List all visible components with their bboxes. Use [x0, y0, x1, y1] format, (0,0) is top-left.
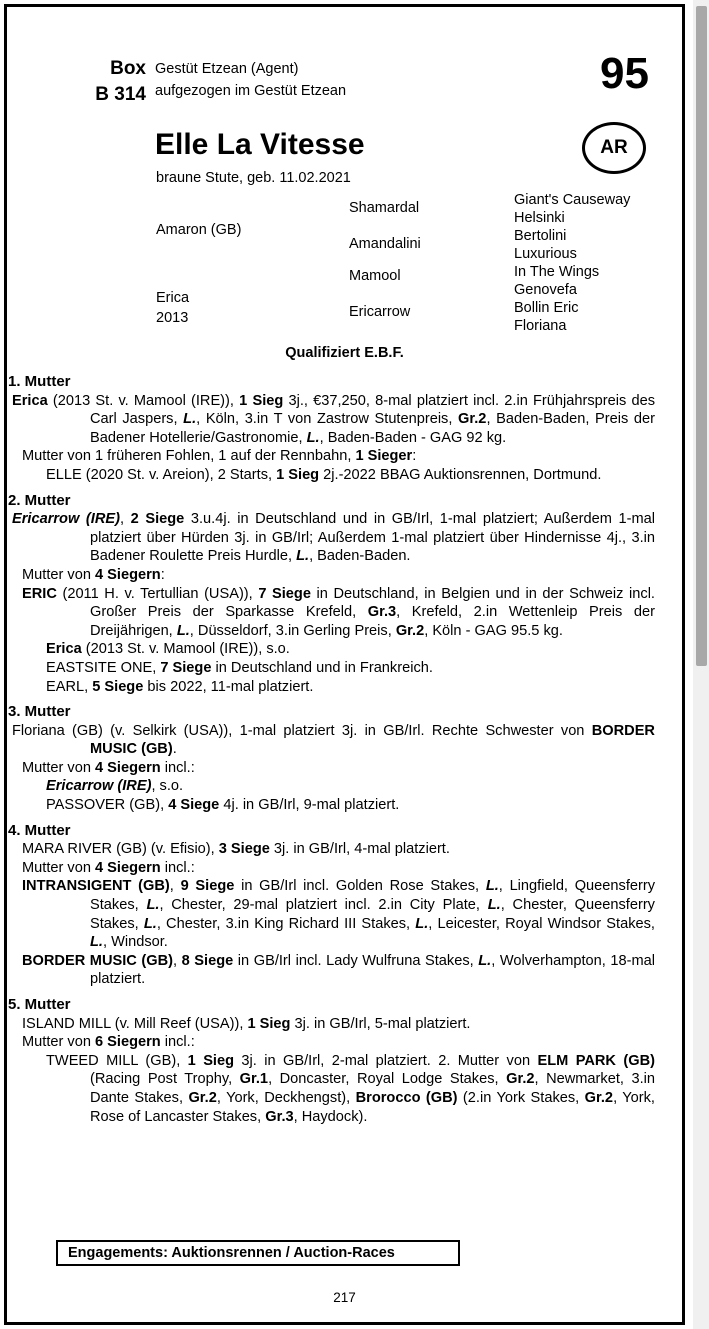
vertical-scrollbar[interactable] — [693, 0, 709, 1329]
pedigree-dam-sire: Mamool — [349, 268, 401, 284]
section-heading-1: 1. Mutter — [8, 373, 71, 390]
section-2-progeny-4: EARL, 5 Siege bis 2022, 11-mal platziert. — [46, 678, 314, 695]
pedigree-gen3-6: Genovefa — [514, 282, 577, 298]
pedigree-sire: Amaron (GB) — [156, 222, 242, 238]
pedigree-gen3-2: Helsinki — [514, 210, 565, 226]
owner-line-1: Gestüt Etzean (Agent) — [155, 61, 299, 77]
section-4-dam-line: MARA RIVER (GB) (v. Efisio), 3 Siege 3j. in GB/Irl, 4-mal platziert. — [22, 841, 450, 858]
dam-name-2: Ericarrow (IRE) — [12, 511, 120, 528]
scrollbar-thumb[interactable] — [696, 6, 707, 666]
engagements-box: Engagements: Auktionsrennen / Auction-Races — [56, 1240, 460, 1266]
pedigree-gen3-3: Bertolini — [514, 228, 567, 244]
catalogue-number: 95 — [600, 49, 649, 98]
section-heading-2: 2. Mutter — [8, 491, 71, 509]
section-4-progeny-intro: Mutter von 4 Siegern incl.: — [22, 859, 195, 876]
section-4-progeny-2: BORDER MUSIC (GB), 8 Siege in GB/Irl incl. Lady Wulfruna Stakes, L., Wolverhampton, 18-mal platziert. — [22, 952, 655, 988]
section-2-progeny-1: ERIC (2011 H. v. Tertullian (USA)), 7 Siege in Deutschland, in Belgien und in der Schweiz incl. Großer Preis der Sparkasse Krefeld, Gr.3, Krefeld, 2.in Wettenleip Preis der Dreijährigen, L., Düsseldorf, 3.in Gerling Preis, Gr.2, Köln - GAG 95.5 kg. — [22, 585, 655, 639]
page-number: 217 — [333, 1290, 356, 1305]
section-heading-4: 4. Mutter — [8, 821, 71, 839]
section-1-dam-line: Erica (2013 St. v. Mamool (IRE)), 1 Sieg 3j., €37,250, 8-mal platziert incl. 2.in Frühjahrspreis des Carl Jaspers, L., Köln, 3.in T von Zastrow Stutenpreis, Gr.2, Baden-Baden, Preis der Badener Hotellerie/Gastronomie, L., Baden-Baden - GAG 92 kg. — [12, 392, 656, 446]
pedigree-gen3-5: In The Wings — [514, 264, 600, 280]
section-3-dam-line: Floriana (GB) (v. Selkirk (USA)), 1-mal platziert 3j. in GB/Irl. Rechte Schwester von BORDER MUSIC (GB). — [12, 722, 655, 758]
pedigree-gen3-7: Bollin Eric — [514, 300, 579, 316]
horse-description: braune Stute, geb. 11.02.2021 — [156, 170, 351, 186]
section-3-progeny-2: PASSOVER (GB), 4 Siege 4j. in GB/Irl, 9-mal platziert. — [46, 797, 400, 814]
header — [4, 4, 685, 122]
pedigree-narrative — [4, 366, 685, 1126]
pedigree-sire-dam: Amandalini — [349, 236, 421, 252]
page-content — [4, 4, 685, 1325]
dam-name-1: Erica — [12, 392, 48, 409]
section-3-progeny-intro: Mutter von 4 Siegern incl.: — [22, 759, 195, 776]
pedigree-table — [4, 190, 685, 340]
box-label: Box — [110, 58, 146, 79]
section-1-progeny-1: ELLE (2020 St. v. Areion), 2 Starts, 1 Sieg 2j.-2022 BBAG Auktionsrennen, Dortmund. — [46, 466, 602, 483]
section-5-dam-line: ISLAND MILL (v. Mill Reef (USA)), 1 Sieg 3j. in GB/Irl, 5-mal platziert. — [22, 1015, 471, 1032]
section-4-progeny-1: INTRANSIGENT (GB), 9 Siege in GB/Irl incl. Golden Rose Stakes, L., Lingfield, Queensferry Stakes, L., Chester, 29-mal platziert incl. 2.in City Plate, L., Chester, Queensferry Stakes, L., Chester, 3.in King Richard III Stakes, L., Leicester, Royal Windsor Stakes, L., Windsor. — [22, 878, 656, 951]
section-5-progeny-intro: Mutter von 6 Siegern incl.: — [22, 1034, 195, 1051]
pedigree-dam: Erica — [156, 290, 190, 306]
section-heading-3: 3. Mutter — [8, 703, 71, 721]
section-2-dam-line: Ericarrow (IRE), 2 Siege 3.u.4j. in Deutschland und in GB/Irl, 1-mal platziert; Außerdem 1-mal platziert über Hürden 3j. in GB/Irl; Außerdem 1-mal platziert über Hindernisse 4j., 3.in Badener Roulette Preis Hurdle, L., Baden-Baden. — [12, 511, 655, 565]
section-1-progeny-intro: Mutter von 1 früheren Fohlen, 1 auf der Rennbahn, 1 Sieger: — [22, 448, 417, 465]
pedigree-gen3-4: Luxurious — [514, 246, 577, 262]
pedigree-dam-year: 2013 — [156, 310, 189, 326]
pedigree-gen3-8: Floriana — [514, 318, 567, 334]
pedigree-dam-dam: Ericarrow — [349, 304, 411, 320]
pedigree-gen3-1: Giant's Causeway — [514, 192, 631, 208]
section-2-progeny-2: Erica (2013 St. v. Mamool (IRE)), s.o. — [46, 641, 290, 658]
ar-badge: AR — [582, 122, 646, 174]
section-5-progeny-1: TWEED MILL (GB), 1 Sieg 3j. in GB/Irl, 2-mal platziert. 2. Mutter von ELM PARK (GB) (Racing Post Trophy, Gr.1, Doncaster, Royal Lodge Stakes, Gr.2, Newmarket, 3.in Dante Stakes, Gr.2, York, Deckhengst), Brorocco (GB) (2.in York Stakes, Gr.2, York, Rose of Lancaster Stakes, Gr.3, Haydock). — [46, 1052, 655, 1125]
section-3-progeny-1: Ericarrow (IRE), s.o. — [46, 778, 184, 795]
pedigree-sire-sire: Shamardal — [349, 200, 420, 216]
section-heading-5: 5. Mutter — [8, 996, 71, 1013]
owner-line-2: aufgezogen im Gestüt Etzean — [155, 83, 347, 99]
section-2-progeny-3: EASTSITE ONE, 7 Siege in Deutschland und in Frankreich. — [46, 659, 433, 676]
qualified-note: Qualifiziert E.B.F. — [285, 345, 404, 361]
horse-name: Elle La Vitesse — [155, 128, 365, 161]
section-2-progeny-intro: Mutter von 4 Siegern: — [22, 566, 165, 583]
box-number: B 314 — [95, 84, 146, 105]
